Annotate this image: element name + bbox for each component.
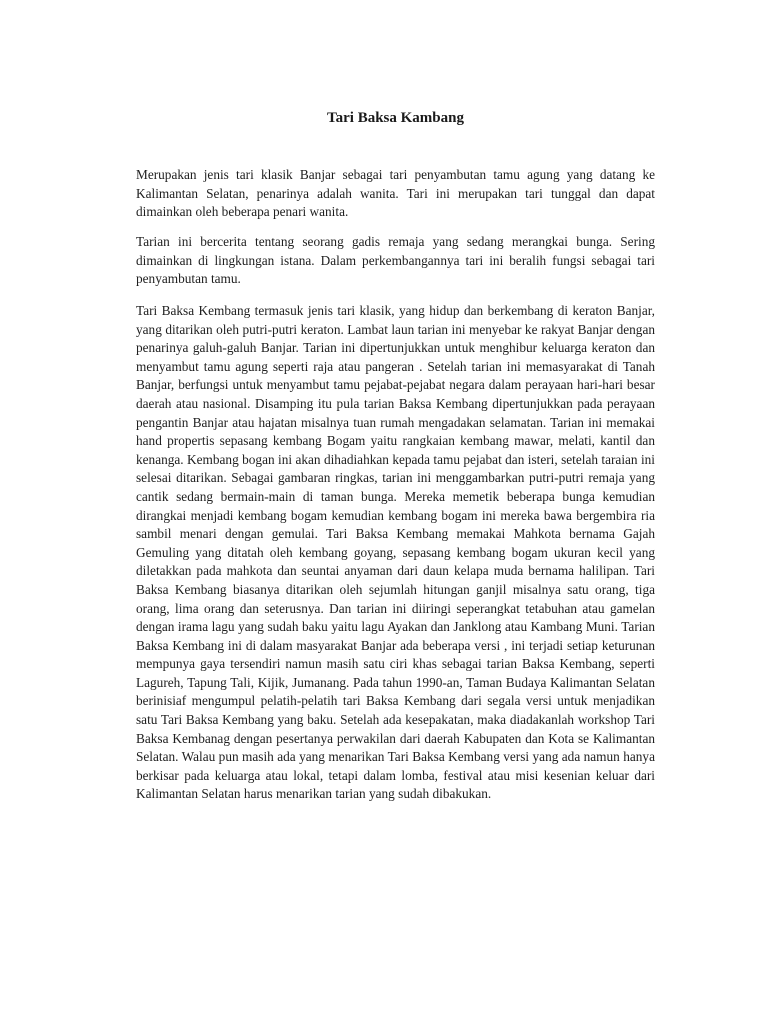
paragraph-intro: Merupakan jenis tari klasik Banjar sebagai tari penyambutan tamu agung yang datang ke Kalimantan Selatan, penarinya adalah wanita. Tari ini merupakan tari tunggal dan dapat dimainkan oleh beberapa penari wanita. <box>136 167 655 220</box>
paragraph-story: Tarian ini bercerita tentang seorang gadis remaja yang sedang merangkai bunga. Sering dimainkan di lingkungan istana. Dalam perkembangannya tari ini beralih fungsi sebagai tari penyambutan tamu. <box>136 234 655 287</box>
document-title: Tari Baksa Kambang <box>327 110 464 126</box>
paragraph-history: Tari Baksa Kembang termasuk jenis tari klasik, yang hidup dan berkembang di keraton Banjar, yang ditarikan oleh putri-putri keraton. Lambat laun tarian ini menyebar ke rakyat Banjar dengan penarinya galuh-galuh Banjar. Tarian ini dipertunjukkan untuk menghibur keluarga keraton dan menyambut tamu agung seperti raja atau pangeran . Setelah tarian ini memasyarakat di Tanah Banjar, berfungsi untuk menyambut tamu pejabat-pejabat negara dalam perayaan hari-hari besar daerah atau nasional. Disamping itu pula tarian Baksa Kembang dipertunjukkan pada perayaan pengantin Banjar atau hajatan misalnya tuan rumah mengadakan selamatan. Tarian ini memakai hand propertis sepasang kembang Bogam yaitu rangkaian kembang mawar, melati, kantil dan kenanga. Kembang bogan ini akan dihadiahkan kepada tamu pejabat dan isteri, setelah taraian ini selesai ditarikan. Sebagai gambaran ringkas, tarian ini menggambarkan putri-putri remaja yang cantik sedang bermain-main di taman bunga. Mereka memetik beberapa bunga kemudian dirangkai menjadi kembang bogam kemudian kembang bogam ini mereka bawa bergembira ria sambil menari dengan gemulai. Tari Baksa Kembang memakai Mahkota bernama Gajah Gemuling yang ditatah oleh kembang goyang, sepasang kembang bogam ukuran kecil yang diletakkan pada mahkota dan seuntai anyaman dari daun kelapa muda bernama halilipan. Tari Baksa Kembang biasanya ditarikan oleh sejumlah hitungan ganjil misalnya satu orang, tiga orang, lima orang dan seterusnya. Dan tarian ini diiringi seperangkat tetabuhan atau gamelan dengan irama lagu yang sudah baku yaitu lagu Ayakan dan Janklong atau Kambang Muni. Tarian Baksa Kembang ini di dalam masyarakat Banjar ada beberapa versi , ini terjadi setiap keturunan mempunya gaya tersendiri namun masih satu ciri khas sebagai tarian Baksa Kembang, seperti Lagureh, Tapung Tali, Kijik, Jumanang. Pada tahun 1990-an, Taman Budaya Kalimantan Selatan berinisiaf mengumpul pelatih-pelatih tari Baksa Kembang dari segala versi untuk menjadikan satu Tari Baksa Kembang yang baku. Setelah ada kesepakatan, maka diadakanlah workshop Tari Baksa Kembanag dengan pesertanya perwakilan dari daerah Kabupaten dan Kota se Kalimantan Selatan. Walau pun masih ada yang menarikan Tari Baksa Kembang versi yang ada namun hanya berkisar pada keluarga atau lokal, tetapi dalam lomba, festival atau misi kesenian keluar dari Kalimantan Selatan harus menarikan tarian yang sudah dibakukan. <box>136 303 655 802</box>
